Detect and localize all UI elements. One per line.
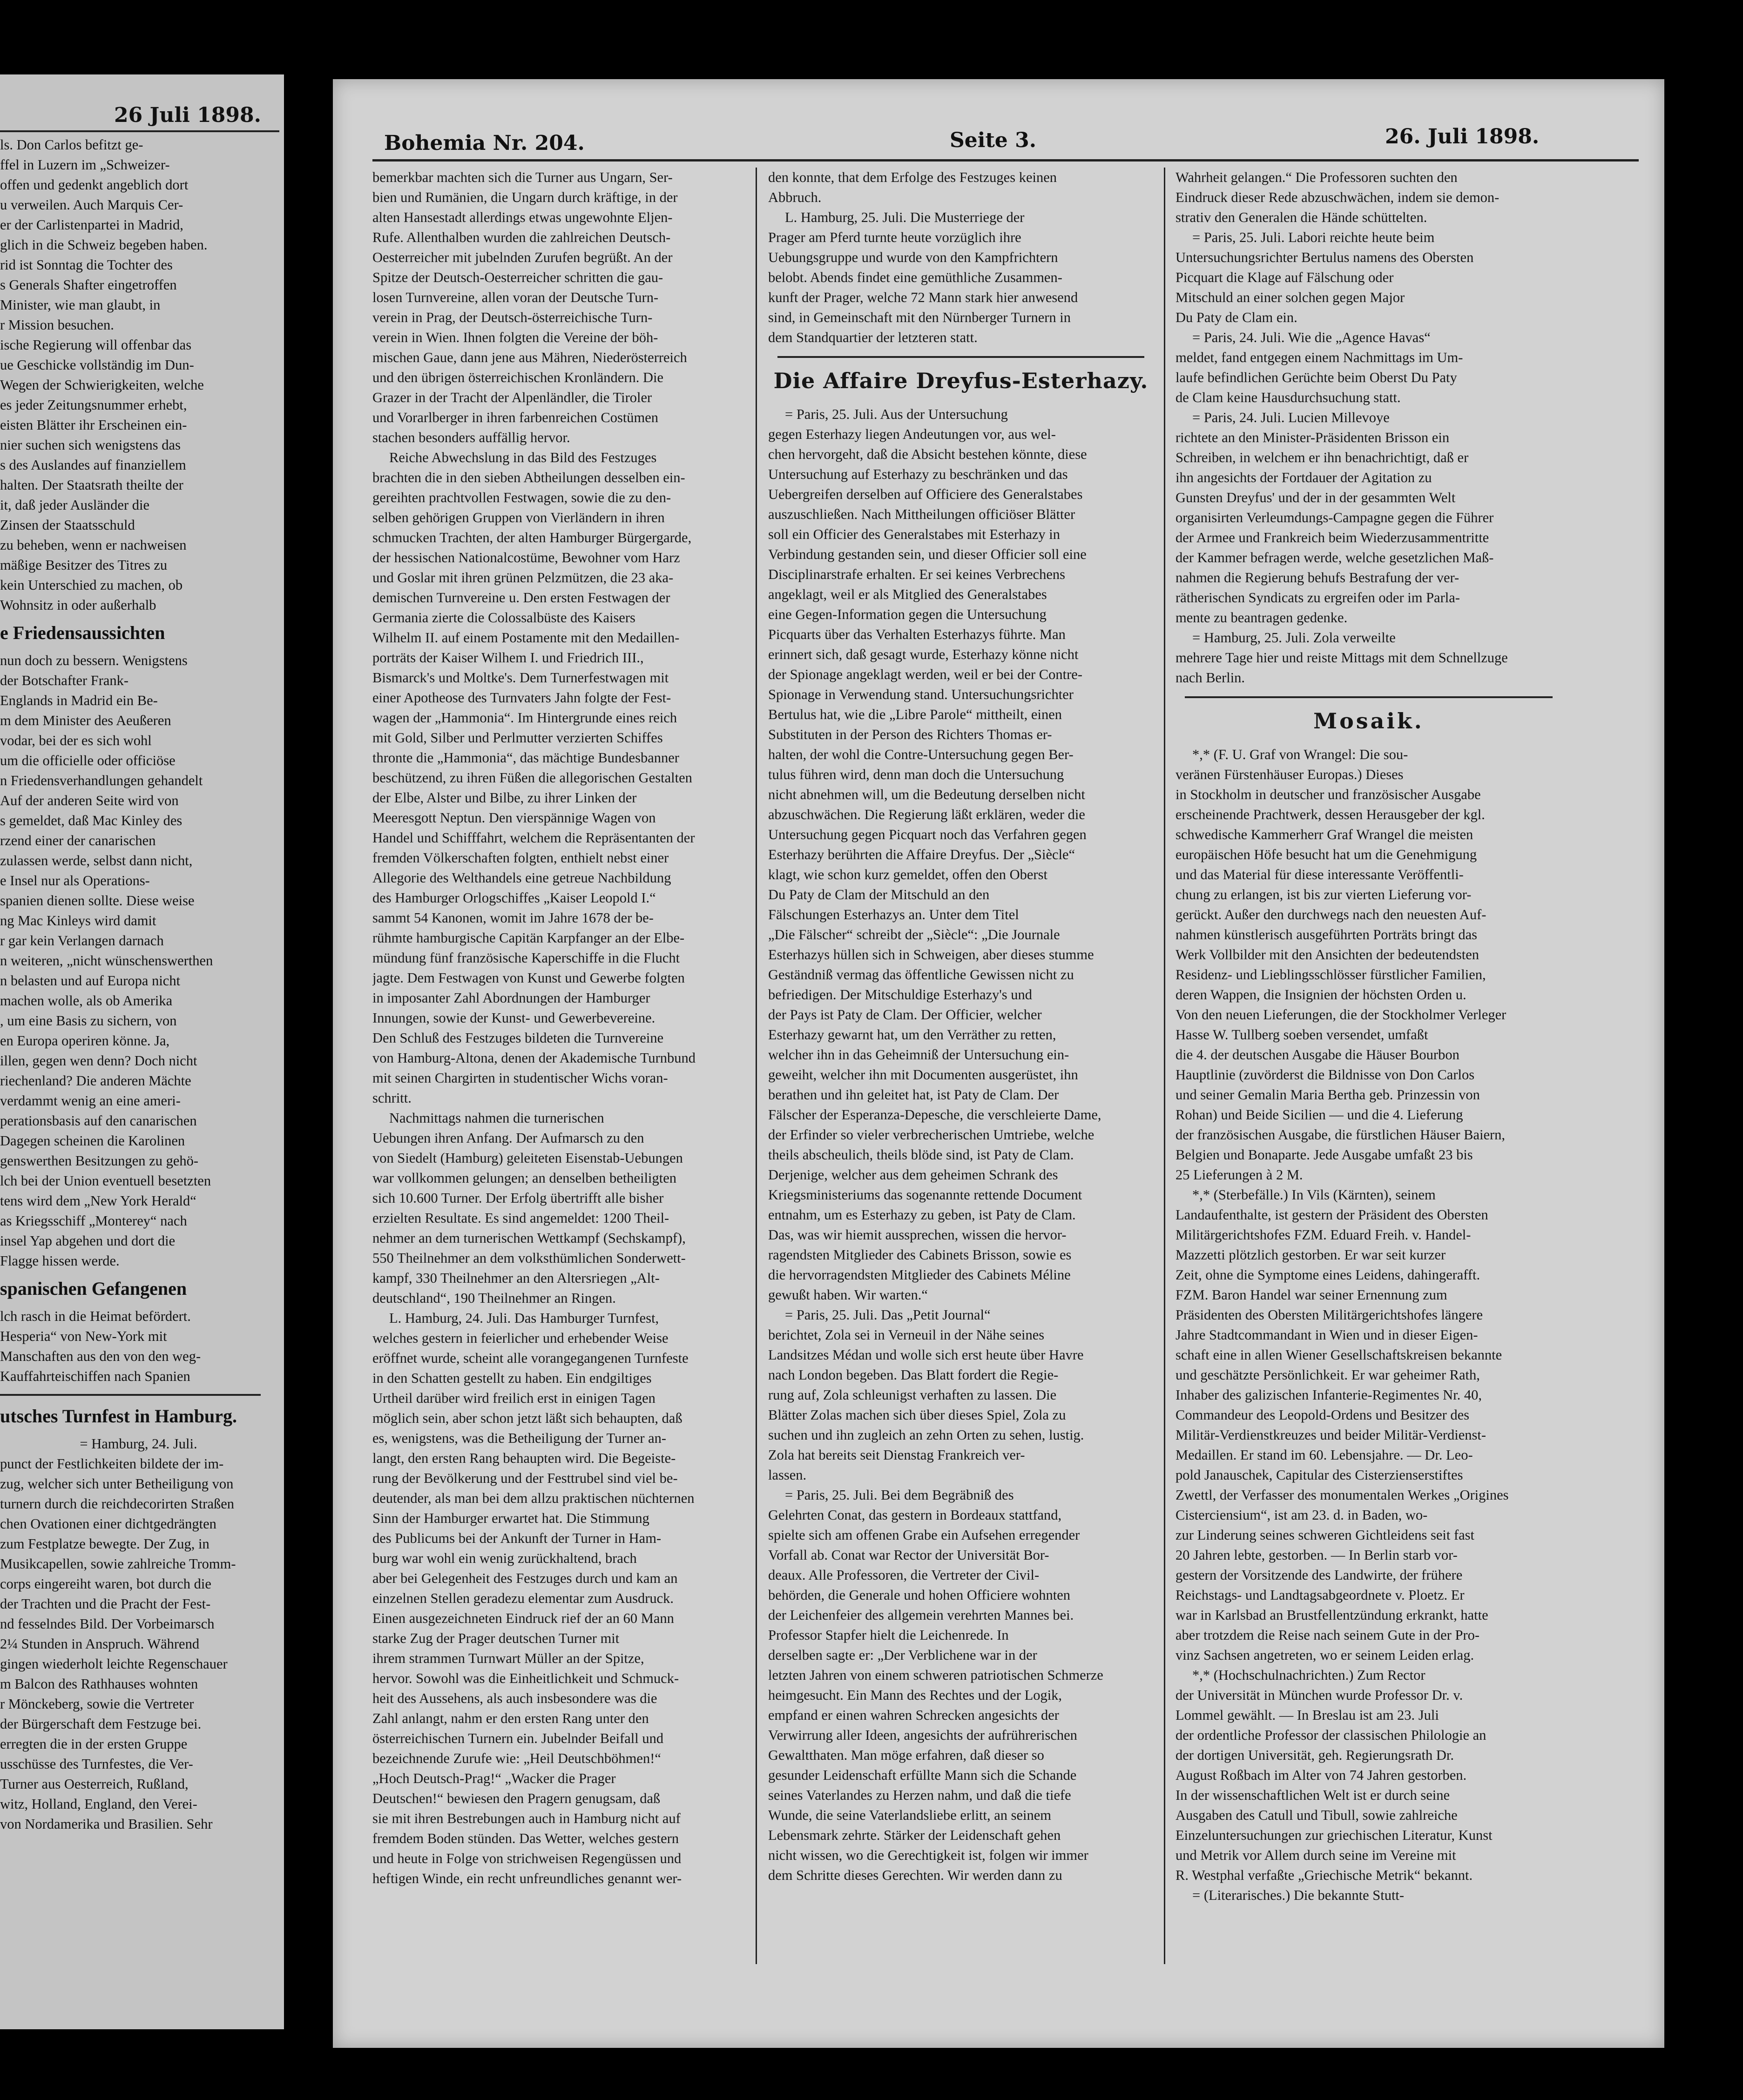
section-rule (777, 356, 1144, 358)
article-paragraph: Wahrheit gelangen.“ Die Professoren suchten den Eindruck dieser Rede abzuschwächen, indem sie demon- strativ den Generalen die Hände schüttelten. (1176, 169, 1500, 225)
left-section-rule (0, 1394, 261, 1396)
left-page-header-date: 26 Juli 1898. (114, 103, 261, 127)
left-page-column (0, 135, 277, 2006)
column-2 (768, 168, 1154, 1964)
section-rule (1185, 696, 1553, 698)
left-section-title: e Friedensaussichten (0, 622, 165, 643)
article-paragraph: = Paris, 25. Juli. Aus der Untersuchung gegen Esterhazy liegen Andeutungen vor, aus wel- chen hervorgeht, daß die Absicht bestehen könnte, diese Untersuchung auf Esterhazy zu beschränken und das Uebergreifen derselben auf Officiere des Generalstabes auszuschließen. Nach Mittheilungen officiöser Blätter soll ein Officier des Generalstabes mit Esterhazy in Verbindung gestanden sein, und dieser Officier soll eine Disciplinarstrafe erhalten. Er sei keines Verbrechens angeklagt, weil er als Mitglied des Generalstabes eine Gegen-Information gegen die Untersuchung Picquarts über das Verhalten Esterhazys führte. Man erinnert sich, daß gesagt wurde, Esterhazy könne nicht der Spionage angeklagt werden, weil er bei der Contre- Spionage in Verwendung stand. Untersuchungsrichter Bertulus hat, wie die „Libre Parole“ mittheilt, einen Substituten in der Person des Richters Thomas er- halten, der wohl die Contre-Untersuchung gegen Ber- tulus führen wird, denn man doch die Untersuchung nicht abnehmen will, um die Bedeutung derselben nicht abzuschwächen. Die Regierung läßt erklären, weder die Untersuchung gegen Picquart noch das Verfahren gegen Esterhazy berührten die Affaire Dreyfus. Der „Siècle“ klagt, wie schon kurz gemeldet, offen den Oberst Du Paty de Clam der Mitschuld an den Fälschungen Esterhazys an. Unter dem Titel „Die Fälscher“ schreibt der „Siècle“: „Die Journale Esterhazys hüllen sich in Schweigen, aber dieses stumme Geständniß vermag das öffentliche Gewissen nicht zu befriedigen. Der Mitschuldige Esterhazy's und der Pays ist Paty de Clam. Der Officier, welcher Esterhazy gewarnt hat, um den Verräther zu retten, welcher ihn in das Geheimniß der Untersuchung ein- geweiht, welcher ihn mit Documenten ausgerüstet, ihn berathen und ihn geleitet hat, ist Paty de Clam. Der Fälscher der Esperanza-Depesche, die verschleierte Dame, der Erfinder so vieler verbrecherischen Umtriebe, welche theils abscheulich, theils blöde sind, ist Paty de Clam. Derjenige, welcher aus dem geheimen Schrank des Kriegsministeriums das sogenannte rettende Document entnahm, um es Esterhazy zu geben, ist Paty de Clam. Das, was wir hiemit aussprechen, wissen die hervor- ragendsten Mitglieder des Cabinets Brisson, sowie es die hervorragendsten Mitglieder des Cabinets Méline gewußt haben. Wir warten.“ (768, 406, 1101, 1303)
column-divider-2 (1164, 168, 1165, 1964)
section-title-mosaik: Mosaik. (1313, 708, 1424, 734)
left-header-rule (0, 130, 279, 132)
column-3 (1176, 168, 1562, 1964)
left-paragraph: ls. Don Carlos befitzt ge- ffel in Luzern im „Schweizer- offen und gedenkt angeblich dort u verweilen. Auch Marquis Cer- er der Carlistenpartei in Madrid, glich in die Schweiz begeben haben. rid ist Sonntag die Tochter des s Generals Shafter eingetroffen Minister, wie man glaubt, in r Mission besuchen. (0, 137, 208, 333)
article-paragraph: Nachmittags nahmen die turnerischen Uebungen ihren Anfang. Der Aufmarsch zu den von Siedelt (Hamburg) geleiteten Eisenstab-Uebungen war vollkommen gelungen; an denselben betheiligten sich 10.600 Turner. Der Erfolg übertrifft alle bisher erzielten Resultate. Es sind angemeldet: 1200 Theil- nehmer an dem turnerischen Wettkampf (Sechskampf), 550 Theilnehmer an dem volksthümlichen Sonderwett- kampf, 330 Theilnehmer an den Altersriegen „Alt- deutschland“, 190 Theilnehmer an Ringen. (372, 1110, 686, 1306)
article-paragraph: *,* (Hochschulnachrichten.) Zum Rector der Universität in München wurde Professor Dr. v. Lommel gewählt. — In Breslau ist am 23. Juli der ordentliche Professor der classischen Philologie an der dortigen Universität, geh. Regierungsrath Dr. August Roßbach im Alter von 74 Jahren gestorben. In der wissenschaftlichen Welt ist er durch seine Ausgaben des Catull und Tibull, sowie zahlreiche Einzeluntersuchungen zur griechischen Literatur, Kunst und Metrik vor Allem durch seine im Vereine mit R. Westphal verfaßte „Griechische Metrik“ bekannt. (1176, 1667, 1493, 1883)
article-paragraph: L. Hamburg, 25. Juli. Die Musterriege der Prager am Pferd turnte heute vorzüglich ihre Uebungsgruppe und wurde von den Kampfrichtern belobt. Abends findet eine gemüthliche Zusammen- kunft der Prager, welche 72 Mann stark hier anwesend sind, in Gemeinschaft mit den Nürnberger Turnern in dem Standquartier der letzteren statt. (768, 209, 1078, 345)
article-paragraph: = Paris, 25. Juli. Bei dem Begräbniß des Gelehrten Conat, das gestern in Bordeaux stattfand, spielte sich am offenen Grabe ein Aufsehen erregender Vorfall ab. Conat war Rector der Universität Bor- deaux. Alle Professoren, die Vertreter der Civil- behörden, die Generale und hohen Officiere wohnten der Leichenfeier des allgemein verehrten Mannes bei. Professor Stapfer hielt die Leichenrede. In derselben sagte er: „Der Verblichene war in der letzten Jahren von einem schweren patriotischen Schmerze heimgesucht. Ein Mann des Rechtes und der Logik, empfand er einen wahren Schrecken angesichts der Verwirrung aller Ideen, angesichts der aufrührerischen Gewaltthaten. Man möge erfahren, daß dieser so gesunder Leidenschaft erfüllte Mann sich die Schande seines Vaterlandes zu Herzen nahm, und daß die tiefe Wunde, die seine Vaterlandsliebe erlitt, an seinem Lebensmark zehrte. Stärker der Leidenschaft gehen nicht wissen, wo die Gerechtigkeit ist, folgen wir immer dem Schritte dieses Gerechten. Wir werden dann zu (768, 1487, 1103, 1883)
left-paragraph: nier suchen sich wenigstens das s des Auslandes auf finanziellem halten. Der Staatsrath theilte der it, daß jeder Ausländer die Zinsen der Staatsschuld zu beheben, wenn er nachweisen mäßige Besitzer des Titres zu kein Unterschied zu machen, ob Wohnsitz in oder außerhalb (0, 437, 187, 613)
article-paragraph: = Paris, 24. Juli. Lucien Millevoye richtete an den Minister-Präsidenten Brisson ein Schreiben, in welchem er ihn benachrichtigt, daß er ihn angesichts der Fortdauer der Agitation zu Gunsten Dreyfus' und der in der gesammten Welt organisirten Verleumdungs-Campagne gegen die Führer der Armee und Frankreich beim Wiederzusammentritte der Kammer befragen werde, welche gesetzlichen Maß- nahmen die Regierung behufs Bestrafung der ver- rätherischen Syndicats zu ergreifen oder im Parla- mente zu beantragen gedenke. (1176, 410, 1494, 626)
header-rule (372, 159, 1639, 162)
article-paragraph: L. Hamburg, 24. Juli. Das Hamburger Turnfest, welches gestern in feierlicher und erhebender Weise eröffnet wurde, scheint alle vorangegangenen Turnfeste in den Schatten gestellt zu haben. Ein endgiltiges Urtheil darüber wird freilich erst in einigen Tagen möglich sein, aber schon jetzt läßt sich behaupten, daß es, wenigstens, was die Betheiligung der Turner an- langt, den ersten Rang behaupten wird. Die Begeiste- rung der Bevölkerung und der Festtrubel sind viel be- deutender, als man bei dem allzu praktischen nüchternen Sinn der Hamburger erwartet hat. Die Stimmung des Publicums bei der Ankunft der Turner in Ham- burg war wohl ein wenig zurückhaltend, brach aber bei Gelegenheit des Festzuges durch und kam an einzelnen Stellen geradezu elementar zum Ausdruck. Einen ausgezeichneten Eindruck rief der an 60 Mann starke Zug der Prager deutschen Turner mit ihrem strammen Turnwart Müller an der Spitze, hervor. Sowohl was die Einheitlichkeit und Schmuck- heit des Aussehens, als auch insbesondere was die Zahl anlangt, nahm er den ersten Rang unter den österreichischen Turnern ein. Jubelnder Beifall und bezeichnende Zurufe wie: „Heil Deutschböhmen!“ „Hoch Deutsch-Prag!“ „Wacker die Prager Deutschen!“ bewiesen den Pragern genugsam, daß sie mit ihren Bestrebungen auch in Hamburg nicht auf fremdem Boden stünden. Das Wetter, welches gestern und heute in Folge von strichweisen Regengüssen und heftigen Winde, ein recht unfreundliches genannt wer- (372, 1310, 695, 1886)
masthead-title: Bohemia Nr. 204. (384, 131, 585, 155)
column-1 (372, 168, 745, 1964)
left-paragraph: nun doch zu bessern. Wenigstens der Botschafter Frank- Englands in Madrid ein Be- m dem Minister des Aeußeren vodar, bei der es sich wohl um die officielle oder officiöse n Friedensverhandlungen gehandelt Auf der anderen Seite wird von s gemeldet, daß Mac Kinley des rzend einer der canarischen zulassen werde, selbst dann nicht, e Insel nur als Operations- spanien dienen sollte. Diese weise ng Mac Kinleys wird damit r gar kein Verlangen darnach n weiteren, „nicht wünschenswerthen n belasten und auf Europa nicht machen wolle, als ob Amerika , um eine Basis zu sichern, von en Europa operiren könne. Ja, illen, gegen wen denn? Doch nicht riechenland? Die anderen Mächte verdammt wenig an eine ameri- perationsbasis auf den canarischen Dagegen scheinen die Karolinen genswerthen Besitzungen zu gehö- lch bei der Union eventuell besetzten tens wird dem „New York Herald“ as Kriegsschiff „Monterey“ nach insel Yap abgehen und dort die Flagge hissen werde. (0, 653, 213, 1269)
left-paragraph: ische Regierung will offenbar das ue Geschicke vollständig im Dun- Wegen der Schwierigkeiten, welche es jeder Zeitungsnummer erhebt, eisten Blätter ihr Erscheinen ein- (0, 337, 204, 433)
article-paragraph: = Hamburg, 25. Juli. Zola verweilte mehrere Tage hier und reiste Mittags mit dem Schnellzuge nach Berlin. (1176, 630, 1508, 686)
main-newspaper-page (333, 79, 1664, 2048)
page-number: Seite 3. (950, 128, 1037, 152)
left-section-title: spanischen Gefangenen (0, 1278, 187, 1299)
article-paragraph: = Paris, 25. Juli. Labori reichte heute beim Untersuchungsrichter Bertulus namens des Obersten Picquart die Klage auf Fälschung oder Mitschuld an einer solchen gegen Major Du Paty de Clam ein. (1176, 229, 1474, 325)
left-paragraph-group (0, 135, 277, 615)
article-paragraph: = Paris, 25. Juli. Das „Petit Journal“ berichtet, Zola sei in Verneuil in der Nähe seines Landsitzes Médan und wolle sich erst heute über Havre nach London begeben. Das Blatt fordert die Regie- rung auf, Zola schleunigst verhaften zu lassen. Die Blätter Zolas machen sich über dieses Spiel, Zola zu suchen und ihn zugleich an zehn Orten zu sehen, lustig. Zola hat bereits seit Dienstag Frankreich ver- lassen. (768, 1307, 1084, 1483)
article-paragraph: = Paris, 24. Juli. Wie die „Agence Havas“ meldet, fand entgegen einem Nachmittags im Um- laufe befindlichen Gerüchte beim Oberst Du Paty de Clam keine Hausdurchsuchung statt. (1176, 330, 1463, 405)
left-section-title: utsches Turnfest in Hamburg. (0, 1406, 237, 1427)
left-dateline: = Hamburg, 24. Juli. (80, 1436, 197, 1452)
article-paragraph: *,* (F. U. Graf von Wrangel: Die sou- veränen Fürstenhäuser Europas.) Dieses in Stockholm in deutscher und französischer Ausgabe erscheinende Prachtwerk, dessen Herausgeber der kgl. schwedische Kammerherr Graf Wrangel die meisten europäischen Höfe besucht hat um die Genehmigung und das Material für diese interessante Veröffentli- chung zu erlangen, ist bis zur vierten Lieferung vor- gerückt. Außer den durchwegs nach den neuesten Auf- nahmen künstlerisch ausgeführten Porträts bringt das Werk Vollbilder mit den Ansichten der bedeutendsten Residenz- und Lieblingsschlösser fürstlicher Familien, deren Wappen, die Insignien der höchsten Orden u. Von den neuen Lieferungen, die der Stockholmer Verleger Hasse W. Tullberg soeben versendet, umfaßt die 4. der deutschen Ausgabe die Häuser Bourbon Hauptlinie (zuvörderst die Bildnisse von Don Carlos und seiner Gemalin Maria Bertha geb. Prinzessin von Rohan) und Beide Sicilien — und die 4. Lieferung der französischen Ausgabe, die fürstlichen Häuser Baiern, Belgien und Bonaparte. Jede Ausgabe umfaßt 23 bis 25 Lieferungen à 2 M. (1176, 747, 1507, 1183)
section-title-dreyfus: Die Affaire Dreyfus-Esterhazy. (773, 368, 1148, 393)
left-paragraph: lch rasch in die Heimat befördert. Hesperia“ von New-York mit Manschaften aus den von den weg- Kauffahrteischiffen nach Spanien (0, 1308, 201, 1384)
column-divider-1 (756, 168, 757, 1964)
article-paragraph: *,* (Sterbefälle.) In Vils (Kärnten), seinem Landaufenthalte, ist gestern der Präsident des Obersten Militärgerichtshofes FZM. Eduard Freih. v. Handel- Mazzetti plötzlich gestorben. Er war seit kurzer Zeit, ohne die Symptome eines Leidens, dahingerafft. FZM. Baron Handel war seiner Ernennung zum Präsidenten des Obersten Militärgerichtshofes längere Jahre Stadtcommandant in Wien und in dieser Eigen- schaft eine in allen Wiener Gesellschaftskreisen bekannte und geschätzte Persönlichkeit. Er war geheimer Rath, Inhaber des galizischen Infanterie-Regimentes Nr. 40, Commandeur des Leopold-Ordens und Besitzer des Militär-Verdienstkreuzes und beider Militär-Verdienst- Medaillen. Er stand im 60. Lebensjahre. — Dr. Leo- pold Janauschek, Capitular des Cisterzienserstiftes Zwettl, der Verfasser des monumentalen Werkes „Origines Cisterciensium“, ist am 23. d. in Baden, wo- zur Linderung seines schweren Gichtleidens seit fast 20 Jahren lebte, gestorben. — In Berlin starb vor- gestern der Vorsitzende des Landwirte, der frühere Reichstags- und Landtagsabgeordnete v. Ploetz. Er war in Karlsbad an Brustfellentzündung erkrankt, hatte aber trotzdem die Reise nach seinem Gute in der Pro- vinz Sachsen angetreten, wo er seinem Leiden erlag. (1176, 1187, 1509, 1663)
issue-date: 26. Juli 1898. (1385, 125, 1540, 148)
article-paragraph: Reiche Abwechslung in das Bild des Festzuges brachten die in den sieben Abtheilungen desselben ein- gereihten prachtvollen Festwagen, sowie die zu den- selben gehörigen Gruppen von Vierländern in ihren schmucken Trachten, der alten Hamburger Bürgergarde, der hessischen Nationalcostüme, Bewohner vom Harz und Goslar mit ihren grünen Pelzmützen, die 23 aka- demischen Turnvereine u. Den ersten Festwagen der Germania zierte die Colossalbüste des Kaisers Wilhelm II. auf einem Postamente mit den Medaillen- porträts der Kaiser Wilhem I. und Friedrich III., Bismarck's und Moltke's. Dem Turnerfestwagen mit einer Apotheose des Turnvaters Jahn folgte der Fest- wagen der „Hammonia“. Im Hintergrunde eines reich mit Gold, Silber und Perlmutter verzierten Schiffes thronte die „Hammonia“, das mächtige Bundesbanner beschützend, zu ihren Füßen die allegorischen Gestalten der Elbe, Alster und Bilbe, zu ihrer Linken der Meeresgott Neptun. Den vierspännige Wagen von Handel und Schifffahrt, welchem die Repräsentanten der fremden Völkerschaften folgten, enthielt nebst einer Allegorie des Welthandels eine getreue Nachbildung des Hamburger Orlogschiffes „Kaiser Leopold I.“ sammt 54 Kanonen, womit im Jahre 1678 der be- rühmte hamburgische Capitän Karpfanger an der Elbe- mündung fünf französische Kaperschiffe in die Flucht jagte. Dem Festwagen von Kunst und Gewerbe folgten in imposanter Zahl Abordnungen der Hamburger Innungen, sowie der Kunst- und Gewerbevereine. Den Schluß des Festzuges bildeten die Turnvereine von Hamburg-Altona, denen der Akademische Turnbund mit seinen Chargirten in studentischer Wichs voran- schritt. (372, 450, 696, 1106)
article-paragraph: den konnte, that dem Erfolge des Festzuges keinen Abbruch. (768, 169, 1057, 205)
left-facing-page (0, 74, 284, 2029)
left-paragraph: punct der Festlichkeiten bildete der im- zug, welcher sich unter Betheiligung von turnern durch die reichdecorirten Straßen chen Ovationen einer dichtgedrängten zum Festplatze bewegte. Der Zug, in Musikcapellen, sowie zahlreiche Tromm- corps eingereiht waren, bot durch die der Trachten und die Pracht der Fest- nd fesselndes Bild. Der Vorbeimarsch 2¼ Stunden in Anspruch. Während gingen wiederholt leichte Regenschauer m Balcon des Rathhauses wohnten r Mönckeberg, sowie die Vertreter der Bürgerschaft dem Festzuge bei. erregten die in der ersten Gruppe usschüsse des Turnfestes, die Ver- Turner aus Oesterreich, Rußland, witz, Holland, England, den Verei- von Nordamerika und Brasilien. Sehr (0, 1456, 236, 1832)
article-paragraph: bemerkbar machten sich die Turner aus Ungarn, Ser- bien und Rumänien, die Ungarn durch kräftige, in der alten Hansestadt allerdings etwas ungewohnte Eljen- Rufe. Allenthalben wurden die zahlreichen Deutsch- Oesterreicher mit jubelnden Zurufen begrüßt. An der Spitze der Deutsch-Oesterreicher schritten die gau- losen Turnvereine, allen voran der Deutsche Turn- verein in Prag, der Deutsch-österreichische Turn- verein in Wien. Ihnen folgten die Vereine der böh- mischen Gaue, dann jene aus Mähren, Niederösterreich und den übrigen österreichischen Kronländern. Die Grazer in der Tracht der Alpenländler, die Tiroler und Vorarlberger in ihren farbenreichen Costümen stachen besonders auffällig hervor. (372, 169, 687, 445)
article-paragraph: = (Literarisches.) Die bekannte Stutt- (1192, 1887, 1405, 1903)
